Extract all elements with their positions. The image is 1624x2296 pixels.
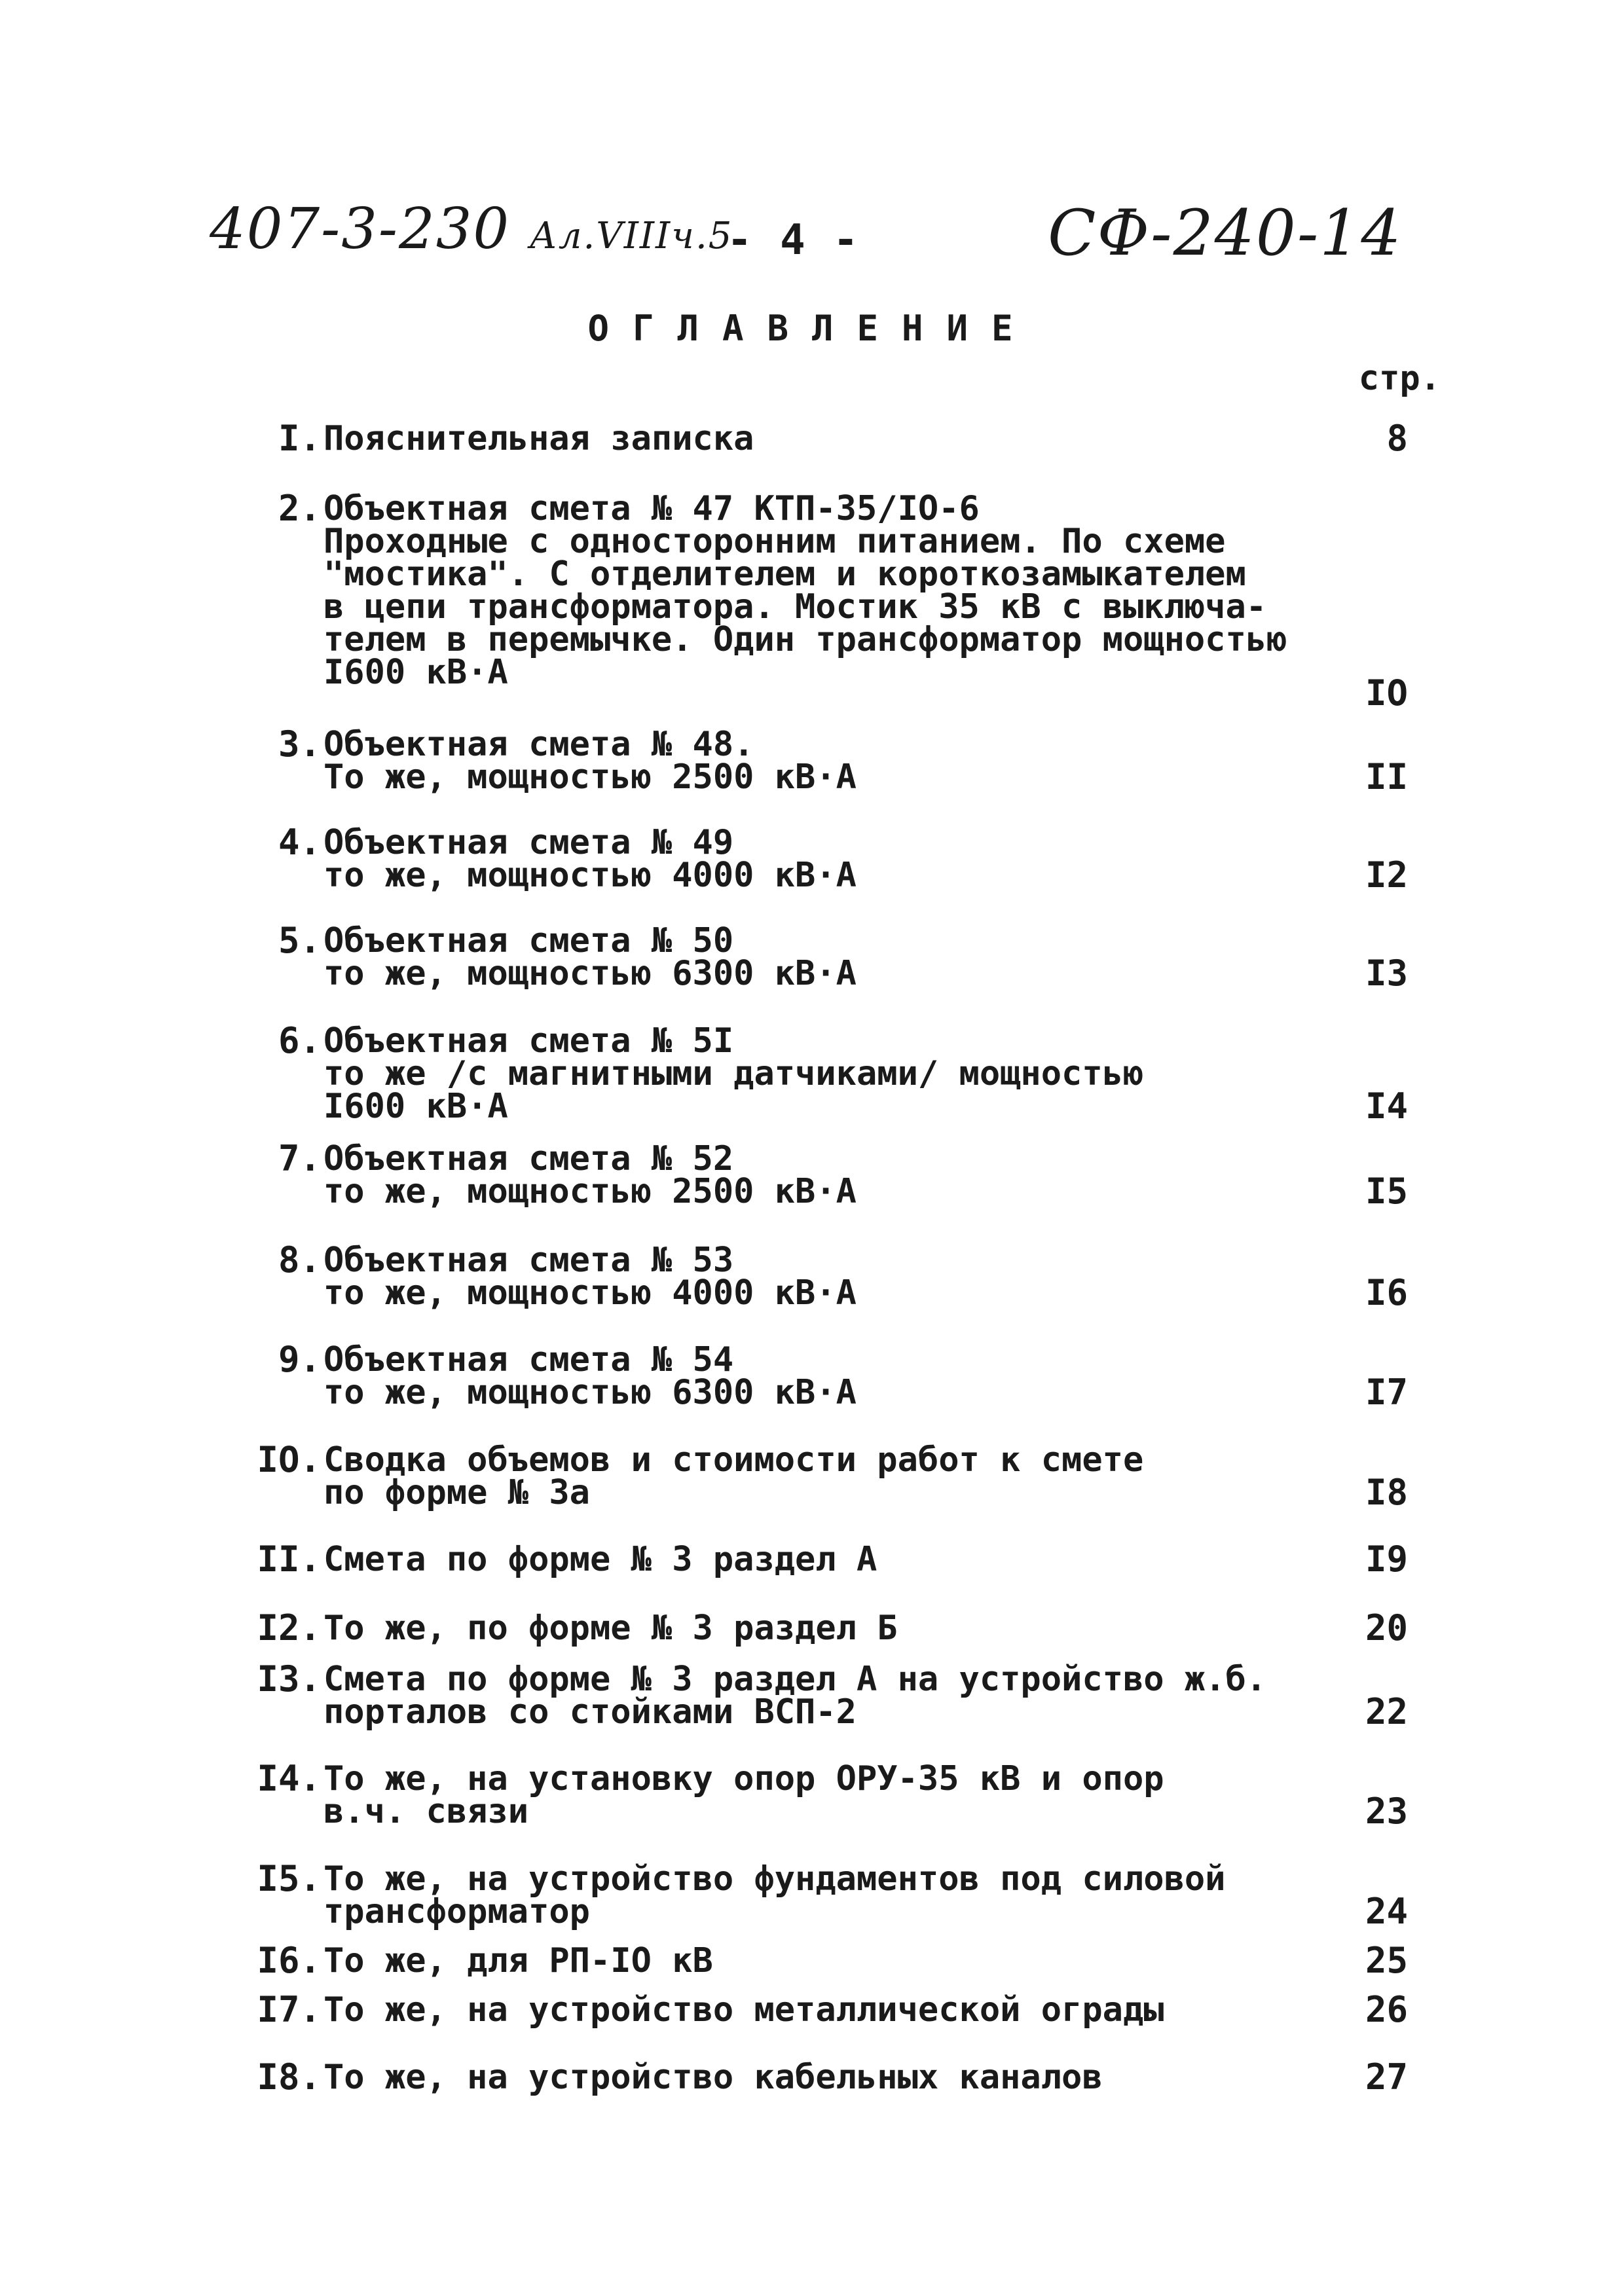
entry-number: 6. <box>278 1020 321 1061</box>
entry-page: I8 <box>1365 1472 1408 1513</box>
entry-text: То же, на устройство кабельных каналов <box>323 2058 1103 2097</box>
entry-text: То же, по форме № 3 раздел Б <box>323 1609 898 1648</box>
entry-page: 25 <box>1365 1940 1408 1981</box>
entry-page: I3 <box>1365 953 1408 994</box>
entry-text: Объектная смета № 53 то же, мощностью 4000 кВ·А <box>323 1241 857 1313</box>
entry-text: То же, на устройство металлической ограды <box>323 1990 1164 2030</box>
entry-page: 23 <box>1365 1791 1408 1832</box>
entry-page: I4 <box>1365 1085 1408 1127</box>
document-code-right: СФ-240-14 <box>1048 196 1403 270</box>
page-number: - 4 - <box>727 216 860 264</box>
entry-number: I6. <box>257 1940 321 1981</box>
entry-text: Объектная смета № 47 КТП-35/IO-6 Проходные с односторонним питанием. По схеме "мостика". С отделителем и короткозамыкателем в цепи трансформатора. Мостик 35 кВ с выключа- телем в перемычке. Один трансформатор мощностью I600 кВ·А <box>323 489 1287 692</box>
entry-text: То же, на устройство фундаментов под силовой трансформатор <box>323 1859 1226 1931</box>
entry-page: I2 <box>1365 854 1408 896</box>
entry-text: Объектная смета № 49 то же, мощностью 4000 кВ·А <box>323 823 857 895</box>
entry-number: I7. <box>257 1989 321 2030</box>
entry-text: Объектная смета № 48. То же, мощностью 2500 кВ·А <box>323 725 857 797</box>
album-part: Ал.VIIIч.5 <box>529 215 733 257</box>
entry-text: То же, для РП-IO кВ <box>323 1941 713 1980</box>
entry-page: I7 <box>1365 1372 1408 1413</box>
entry-number: I3. <box>257 1658 321 1700</box>
entry-text: Объектная смета № 5I то же /с магнитными датчиками/ мощностью I600 кВ·А <box>323 1021 1144 1126</box>
entry-text: Объектная смета № 50 то же, мощностью 6300 кВ·А <box>323 921 857 993</box>
entry-page: 22 <box>1365 1691 1408 1732</box>
page-column-label: стр. <box>1358 359 1441 398</box>
entry-page: I6 <box>1365 1272 1408 1313</box>
entry-page: 27 <box>1365 2056 1408 2098</box>
entry-number: I8. <box>257 2056 321 2098</box>
entry-page: IO <box>1365 672 1408 714</box>
entry-page: II <box>1365 756 1408 797</box>
entry-page: 20 <box>1365 1607 1408 1649</box>
toc-title: ОГЛАВЛЕНИЕ <box>587 308 1037 349</box>
entry-number: 2. <box>278 488 321 529</box>
entry-page: 24 <box>1365 1891 1408 1932</box>
entry-text: Объектная смета № 54 то же, мощностью 6300 кВ·А <box>323 1340 857 1412</box>
entry-number: I. <box>278 418 321 459</box>
entry-page: I9 <box>1365 1539 1408 1580</box>
document-code: 407-3-230 <box>210 196 511 262</box>
entry-text: Сводка объемов и стоимости работ к смете по форме № 3а <box>323 1440 1144 1512</box>
entry-number: II. <box>257 1539 321 1580</box>
entry-number: IO. <box>257 1439 321 1480</box>
entry-number: 7. <box>278 1138 321 1179</box>
entry-number: 9. <box>278 1339 321 1380</box>
entry-number: 5. <box>278 920 321 961</box>
entry-text: Объектная смета № 52 то же, мощностью 2500 кВ·А <box>323 1139 857 1211</box>
entry-text: То же, на установку опор ОРУ-35 кВ и опор в.ч. связи <box>323 1759 1164 1831</box>
entry-number: 4. <box>278 822 321 863</box>
entry-page: 26 <box>1365 1989 1408 2030</box>
entry-text: Смета по форме № 3 раздел А <box>323 1540 877 1579</box>
entry-number: I2. <box>257 1607 321 1649</box>
entry-number: 3. <box>278 723 321 765</box>
entry-page: 8 <box>1386 418 1408 459</box>
entry-text: Смета по форме № 3 раздел А на устройство ж.б. порталов со стойками ВСП-2 <box>323 1660 1267 1732</box>
entry-number: I4. <box>257 1758 321 1799</box>
entry-text: Пояснительная записка <box>323 419 754 458</box>
entry-number: 8. <box>278 1239 321 1281</box>
entry-number: I5. <box>257 1858 321 1899</box>
entry-page: I5 <box>1365 1171 1408 1212</box>
